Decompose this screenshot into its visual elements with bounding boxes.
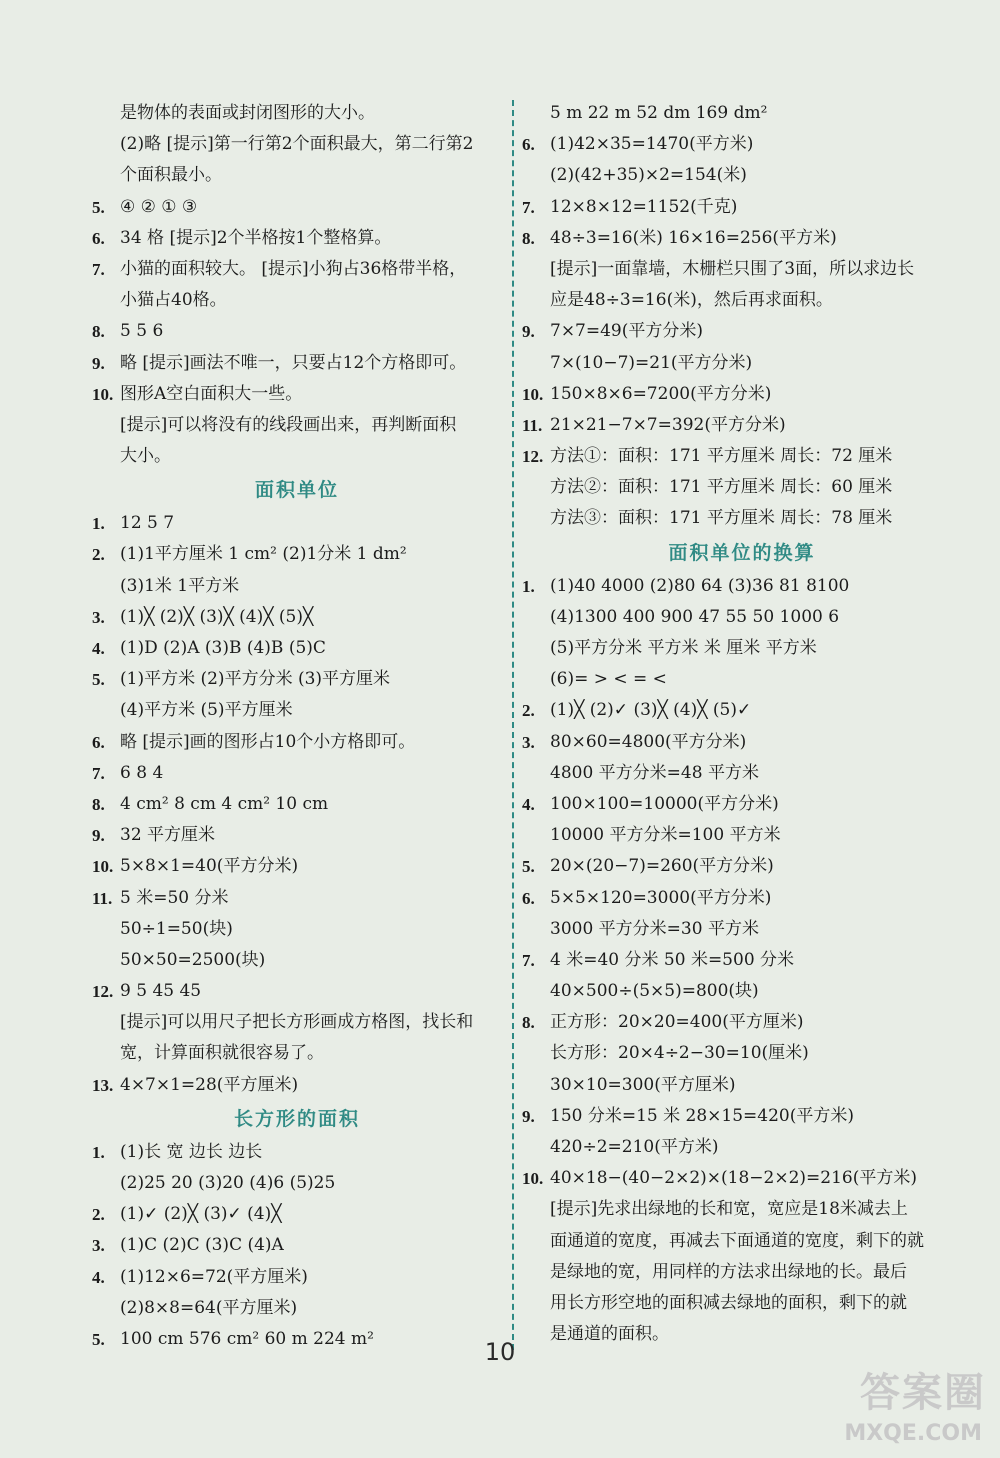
answer-text: 10000 平方分米=100 平方米	[550, 825, 781, 846]
question-number: 9.	[522, 1106, 535, 1126]
answer-text: (1)12×6=72(平方厘米)	[120, 1266, 308, 1287]
answer-text: 150×8×6=7200(平方分米)	[550, 383, 772, 404]
answer-text: 略 [提示]画法不唯一，只要占12个方格即可。	[120, 352, 467, 373]
question-number: 2.	[92, 1205, 105, 1225]
answer-line	[522, 441, 962, 472]
answer-text: 是物体的表面或封闭图形的大小。	[120, 103, 375, 123]
answer-line	[92, 602, 502, 633]
watermark-logo: 答案圈	[860, 1370, 986, 1416]
answer-line	[522, 129, 962, 160]
answer-text: 20×(20−7)=260(平方分米)	[550, 856, 774, 877]
answer-text: 4 cm² 8 cm 4 cm² 10 cm	[120, 793, 329, 814]
answer-text: 6 8 4	[120, 762, 164, 783]
answer-line	[92, 410, 502, 441]
question-number: 7.	[92, 259, 105, 279]
answer-line	[522, 1163, 962, 1194]
answer-line	[92, 851, 502, 882]
answer-line	[522, 727, 962, 758]
answer-line	[92, 664, 502, 695]
answer-text: (1)40 4000 (2)80 64 (3)36 81 8100	[550, 575, 850, 596]
answer-line	[92, 441, 502, 472]
answer-line	[522, 914, 962, 945]
answer-line	[522, 316, 962, 347]
section-heading: 面积单位的换算	[668, 541, 816, 564]
answer-line	[522, 695, 962, 726]
answer-text: 小猫占40格。	[120, 290, 227, 311]
answer-line	[92, 1293, 502, 1324]
answer-line	[522, 851, 962, 882]
answer-text: 5×5×120=3000(平方分米)	[550, 887, 772, 908]
answer-line	[92, 883, 502, 914]
section-heading: 面积单位	[254, 479, 339, 502]
answer-line	[522, 1226, 962, 1257]
question-number: 8.	[522, 228, 535, 248]
question-number: 5.	[92, 1329, 105, 1349]
answer-text: 个面积最小。	[120, 165, 222, 186]
question-number: 12.	[522, 447, 544, 467]
question-number: 13.	[92, 1075, 114, 1095]
answer-line	[522, 1007, 962, 1038]
answer-text: 12×8×12=1152(千克)	[550, 196, 738, 217]
answer-text: 4800 平方分米=48 平方米	[550, 762, 759, 783]
answer-text: 3000 平方分米=30 平方米	[550, 918, 759, 939]
answer-text: 40×500÷(5×5)=800(块)	[550, 981, 759, 1002]
page-number: 10	[484, 1338, 516, 1366]
answer-text: 长方形：20×4÷2−30=10(厘米)	[550, 1043, 809, 1064]
answer-text: [提示]一面靠墙，木栅栏只围了3面，所以求边长	[550, 258, 915, 279]
answer-line	[522, 883, 962, 914]
answer-text: 面通道的宽度，再减去下面通道的宽度，剩下的就	[550, 1230, 924, 1251]
answer-text: ④ ② ① ③	[120, 196, 198, 217]
answer-text: (1)平方米 (2)平方分米 (3)平方厘米	[120, 669, 391, 690]
answer-line	[522, 976, 962, 1007]
answer-text: 是绿地的宽，用同样的方法求出绿地的长。最后	[550, 1261, 907, 1282]
answer-line	[92, 192, 502, 223]
question-number: 6.	[92, 228, 105, 248]
question-number: 8.	[92, 794, 105, 814]
question-number: 3.	[522, 732, 535, 752]
answer-line	[92, 1230, 502, 1261]
answer-line	[522, 379, 962, 410]
answer-line	[92, 316, 502, 347]
answer-line	[522, 98, 962, 129]
question-number: 1.	[92, 514, 105, 534]
answer-line	[522, 1257, 962, 1288]
answer-text: (1)╳ (2)╳ (3)╳ (4)╳ (5)╳	[120, 606, 314, 627]
answer-line	[522, 192, 962, 223]
answer-text: (2)略 [提示]第一行第2个面积最大，第二行第2	[120, 134, 474, 155]
answer-text: (1)C (2)C (3)C (4)A	[120, 1235, 284, 1256]
answer-line	[92, 348, 502, 379]
answer-line	[92, 758, 502, 789]
question-number: 6.	[522, 135, 535, 155]
answer-text: 应是48÷3=16(米)，然后再求面积。	[550, 290, 833, 311]
answer-line	[92, 1038, 502, 1069]
answer-text: [提示]可以用尺子把长方形画成方格图，找长和	[120, 1012, 474, 1033]
answer-text: (4)平方米 (5)平方厘米	[120, 700, 293, 721]
question-number: 10.	[522, 1169, 544, 1189]
question-number: 8.	[522, 1013, 535, 1033]
answer-line	[522, 789, 962, 820]
answer-text: 小猫的面积较大。 [提示]小狗占36格带半格，	[120, 258, 467, 279]
answer-text: (3)1米 1平方米	[120, 575, 240, 596]
answer-line	[522, 223, 962, 254]
answer-line	[92, 633, 502, 664]
question-number: 6.	[92, 732, 105, 752]
answer-line	[92, 1007, 502, 1038]
answer-text: 100 cm 576 cm² 60 m 224 m²	[120, 1328, 374, 1349]
question-number: 2.	[522, 701, 535, 721]
answer-text: 略 [提示]画的图形占10个小方格即可。	[120, 731, 416, 752]
question-number: 6.	[522, 888, 535, 908]
question-number: 10.	[92, 857, 114, 877]
answer-line	[92, 1262, 502, 1293]
answer-text: [提示]可以将没有的线段画出来，再判断面积	[120, 414, 457, 435]
answer-line	[92, 1137, 502, 1168]
answer-text: (1)42×35=1470(平方米)	[550, 134, 754, 155]
answer-line	[522, 633, 962, 664]
answer-text: 48÷3=16(米) 16×16=256(平方米)	[550, 227, 837, 248]
answer-text: 5 米=50 分米	[120, 887, 229, 908]
answer-line	[92, 223, 502, 254]
answer-line	[522, 348, 962, 379]
answer-line	[92, 1199, 502, 1230]
answer-line	[522, 1132, 962, 1163]
question-number: 8.	[92, 322, 105, 342]
answer-line	[522, 1101, 962, 1132]
answer-line	[92, 820, 502, 851]
answer-text: 方法③：面积：171 平方厘米 周长：78 厘米	[550, 508, 893, 529]
question-number: 7.	[522, 950, 535, 970]
answer-line	[522, 820, 962, 851]
answer-text: 21×21−7×7=392(平方分米)	[550, 414, 786, 435]
question-number: 10.	[522, 384, 544, 404]
answer-text: 图形A空白面积大一些。	[120, 383, 303, 404]
question-number: 1.	[92, 1142, 105, 1162]
answer-line	[92, 160, 502, 191]
answer-line	[92, 727, 502, 758]
question-number: 5.	[92, 197, 105, 217]
answer-text: 宽，计算面积就很容易了。	[120, 1043, 324, 1064]
answer-line	[522, 602, 962, 633]
answer-line	[522, 1038, 962, 1069]
answer-text: (2)(42+35)×2=154(米)	[550, 165, 747, 186]
question-number: 12.	[92, 982, 114, 1002]
answer-text: (2)8×8=64(平方厘米)	[120, 1297, 298, 1318]
watermark-url: MXQE.COM	[844, 1421, 982, 1446]
answer-text: 34 格 [提示]2个半格按1个整格算。	[120, 227, 392, 248]
answer-line	[92, 129, 502, 160]
answer-text: 正方形：20×20=400(平方厘米)	[550, 1012, 804, 1033]
question-number: 11.	[92, 888, 113, 908]
answer-text: 4×7×1=28(平方厘米)	[120, 1074, 299, 1095]
answer-line	[92, 914, 502, 945]
question-number: 3.	[92, 607, 105, 627]
question-number: 4.	[92, 639, 105, 658]
answer-text: (2)25 20 (3)20 (4)6 (5)25	[120, 1173, 336, 1193]
answer-text: (1)长 宽 边长 边长	[120, 1141, 263, 1162]
answer-text: 150 分米=15 米 28×15=420(平方米)	[550, 1105, 854, 1126]
question-number: 1.	[522, 576, 535, 596]
answer-line	[522, 945, 962, 976]
answer-text: 32 平方厘米	[120, 825, 216, 846]
question-number: 4.	[92, 1267, 105, 1287]
answer-text: 7×(10−7)=21(平方分米)	[550, 352, 753, 373]
answer-line	[522, 758, 962, 789]
answer-text: 50÷1=50(块)	[120, 918, 233, 939]
answer-text: (4)1300 400 900 47 55 50 1000 6	[550, 606, 840, 627]
section-heading: 长方形的面积	[233, 1107, 360, 1130]
answer-line	[92, 539, 502, 570]
answer-line	[92, 508, 502, 539]
answer-line	[522, 472, 962, 503]
answer-line	[522, 664, 962, 695]
answer-text: 5×8×1=40(平方分米)	[120, 856, 299, 877]
answer-text: 大小。	[120, 446, 171, 467]
answer-text: 方法②：面积：171 平方厘米 周长：60 厘米	[550, 477, 893, 498]
answer-text: 80×60=4800(平方分米)	[550, 731, 747, 752]
question-number: 9.	[92, 353, 105, 373]
answer-text: 4 米=40 分米 50 米=500 分米	[550, 949, 795, 970]
question-number: 9.	[92, 826, 105, 846]
answer-text: 5 5 6	[120, 321, 164, 342]
answer-text: 7×7=49(平方分米)	[550, 321, 704, 342]
answer-line	[92, 98, 502, 129]
answer-text: 是通道的面积。	[550, 1324, 669, 1345]
answer-line	[92, 976, 502, 1007]
question-number: 2.	[92, 545, 105, 565]
answer-line	[522, 1194, 962, 1225]
answer-line	[522, 410, 962, 441]
question-number: 10.	[92, 384, 114, 404]
answer-line	[522, 1288, 962, 1319]
answer-text: 5 m 22 m 52 dm 169 dm²	[550, 103, 768, 123]
question-number: 9.	[522, 322, 535, 342]
question-number: 11.	[522, 415, 543, 435]
answer-line	[522, 571, 962, 602]
answer-line	[522, 1070, 962, 1101]
answer-line	[92, 1070, 502, 1101]
answer-text: 用长方形空地的面积减去绿地的面积，剩下的就	[550, 1292, 907, 1313]
answer-text: [提示]先求出绿地的长和宽，宽应是18米减去上	[550, 1199, 908, 1220]
answer-line	[92, 254, 502, 285]
answer-line	[92, 571, 502, 602]
answer-line	[522, 285, 962, 316]
question-number: 7.	[92, 763, 105, 783]
answer-text: 100×100=10000(平方分米)	[550, 793, 779, 814]
answer-text: 方法①：面积：171 平方厘米 周长：72 厘米	[550, 446, 893, 467]
question-number: 5.	[522, 857, 535, 877]
answer-text: 40×18−(40−2×2)×(18−2×2)=216(平方米)	[550, 1168, 917, 1189]
answer-text: (1)✓ (2)╳ (3)✓ (4)╳	[120, 1204, 282, 1225]
answer-text: (5)平方分米 平方米 米 厘米 平方米	[550, 638, 817, 658]
answer-text: 9 5 45 45	[120, 981, 202, 1002]
answer-text: (1)D (2)A (3)B (4)B (5)C	[120, 638, 326, 658]
right-column	[522, 98, 962, 1350]
answer-line	[92, 789, 502, 820]
question-number: 5.	[92, 670, 105, 690]
answer-text: 12 5 7	[120, 513, 175, 534]
answer-line	[522, 503, 962, 534]
answer-line	[92, 1168, 502, 1199]
answer-text: 30×10=300(平方厘米)	[550, 1074, 736, 1095]
question-number: 4.	[522, 794, 535, 814]
answer-text: 420÷2=210(平方米)	[550, 1137, 719, 1157]
left-column	[92, 98, 502, 1355]
question-number: 3.	[92, 1236, 105, 1256]
answer-line	[522, 254, 962, 285]
column-divider	[512, 100, 514, 1350]
answer-line	[92, 695, 502, 726]
answer-text: 50×50=2500(块)	[120, 949, 266, 970]
answer-line	[92, 379, 502, 410]
answer-line	[522, 160, 962, 191]
answer-text: (6)= > < = <	[550, 669, 667, 690]
answer-text: (1)╳ (2)✓ (3)╳ (4)╳ (5)✓	[550, 700, 752, 721]
answer-line	[92, 945, 502, 976]
answer-text: (1)1平方厘米 1 cm² (2)1分米 1 dm²	[120, 544, 407, 565]
question-number: 7.	[522, 197, 535, 217]
answer-line	[92, 285, 502, 316]
